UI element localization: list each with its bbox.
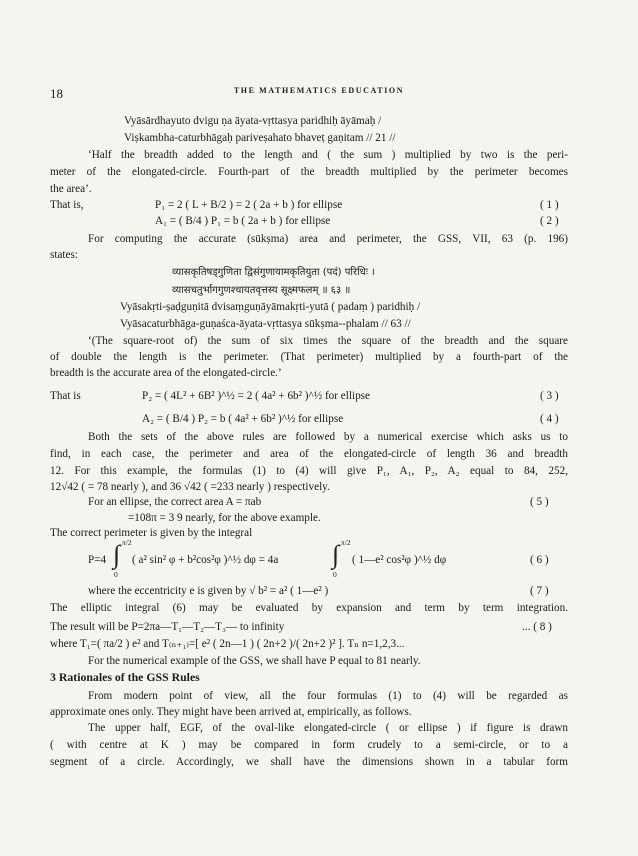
para-4-line-2: find, in each case, the perimeter and area of the elongated-circle of length 36 and breadth [50,448,568,460]
para-6-line-2: The result will be P=2πa—T₁—T₂—T₃— to infinity [50,621,285,633]
running-head: THE MATHEMATICS EDUCATION [233,86,405,95]
para-1-line-1: ‘Half the breadth added to the length and ( the sum ) multiplied by two is the peri- [88,149,568,161]
verse-2-line-2: Vyāsacaturbhāga-guṇaśca-āyata-vṛttasya sūkṣma--phalam // 63 // [120,318,411,330]
integral-sign-2: ∫ [332,540,340,569]
integral-2-lower-limit: 0 [333,570,337,579]
verse-1-line-2: Viṣkambha-caturbhāgaḥ pariveṣahato bhaveṭ gaṇitam // 21 // [124,132,396,144]
integral-2-upper-limit: π/2 [341,538,351,547]
eq3-lead: That is [50,390,81,402]
para-6-line-3: where T₁=( πa/2 ) e² and T₍ₙ₊₁₎=[ e² ( 2n—1 ) ( 2n+2 )/( 2n+2 )² ]. Tₙ n=1,2,3... [50,638,405,650]
eq7-text: where the eccentricity e is given by √ b² = a² ( 1—e² ) [88,585,329,597]
para-6-line-1: The elliptic integral (6) may be evaluated by expansion and term by term integration. [50,602,568,614]
para-4-line-1: Both the sets of the above rules are followed by a numerical exercise which asks us to [88,431,568,443]
para-1-line-3: the area’. [50,183,92,195]
eq7-number: ( 7 ) [530,585,549,597]
para-3-line-1: ‘(The square-root of) the sum of six times the square of the breadth and the square [88,335,568,347]
eq3-number: ( 3 ) [540,390,559,402]
sanskrit-line-2: व्यासचतुर्भागगुणश्चायतवृत्तस्य सूक्ष्मफलम् ॥ ६३ ॥ [172,285,351,296]
eq6-integrand-1: ( a² sin² φ + b²cos²φ )^½ dφ = 4a [132,554,279,566]
eq4-formula: A₂ = ( B/4 ) P₂ = b ( 4a² + 6b² )^½ for ellipse [142,413,344,425]
verse-1-line-1: Vyāsārdhayuto dvigu ṇa āyata-vṛttasya paridhiḥ āyāmaḥ / [124,115,382,127]
eq1-number: ( 1 ) [540,199,559,211]
integral-sign-1: ∫ [113,540,121,569]
integral-1-upper-limit: π/2 [122,538,132,547]
para-4-line-4: 12√42 ( = 78 nearly ), and 36 √42 ( =233 nearly ) respectively. [50,481,330,493]
eq5-line-2: =108π = 3 9 nearly, for the above example. [128,512,321,524]
page-number: 18 [50,86,63,101]
para-3-line-2: of double the length is the perimeter. (That perimeter) multiplied by a fourth-part of the [50,351,568,363]
eq6-number: ( 6 ) [530,554,549,566]
eq1-formula: P₁ = 2 ( L + B/2 ) = 2 ( 2a + b ) for ellipse [155,199,343,211]
para-1-line-2: meter of the elongated-circle. Fourth-part of the breadth multiplied by the perimeter becomes [50,166,568,178]
eq6-integrand-2: ( 1—e² cos²φ )^½ dφ [352,554,447,566]
eq5-lead: For an ellipse, the correct area A = πab [88,496,262,508]
para-7-line-1: From modern point of view, all the four formulas (1) to (4) will be regarded as [88,690,568,702]
para-3-line-3: breadth is the accurate area of the elongated-circle.’ [50,367,282,379]
para-6-line-4: For the numerical example of the GSS, we shall have P equal to 81 nearly. [88,655,421,667]
eq6-lhs: P=4 [88,554,107,566]
eq5-number: ( 5 ) [530,496,549,508]
eq2-formula: A₁ = ( B/4 ) P₁ = b ( 2a + b ) for ellipse [155,215,331,227]
para-7-line-2: approximate ones only. They might have been arrived at, empirically, as follows. [50,706,412,718]
para-7-line-3: The upper half, EGF, of the oval-like elongated-circle ( or ellipse ) if figure is drawn [88,722,568,734]
para-2-line-1: For computing the accurate (sūkṣma) area and perimeter, the GSS, VII, 63 (p. 196) [88,233,568,245]
para-2-line-2: states: [50,249,78,261]
eq4-number: ( 4 ) [540,413,559,425]
para-6-line-2-number: ... ( 8 ) [522,621,552,633]
para-7-line-5: segment of a circle. Accordingly, we shall have the dimensions shown in a tabular form [50,756,568,768]
section-heading: 3 Rationales of the GSS Rules [50,670,200,684]
sanskrit-line-1: व्यासकृतिषड्गुणिता द्विसंगुणायामकृतियुता (पदं) परिधिः । [172,267,375,278]
eq3-formula: P₂ = ( 4L² + 6B² )^½ = 2 ( 4a² + 6b² )^½ for ellipse [142,390,370,402]
eq2-number: ( 2 ) [540,215,559,227]
eq1-lead: That is, [50,199,84,211]
para-7-line-4: ( with centre at K ) may be compared in form crudely to a semi-circle, or to a [50,739,568,751]
integral-1-lower-limit: 0 [114,570,118,579]
verse-2-line-1: Vyāsakṛti-ṣaḍguṇitā dvisaṃguṇāyāmakṛti-yutā ( padaṃ ) paridhiḥ / [120,301,421,313]
para-4-line-3: 12. For this example, the formulas (1) to (4) will give P₁, A₁, P₂, A₂ equal to 84, 252, [50,465,568,477]
para-5-line-1: The correct perimeter is given by the integral [50,527,253,539]
